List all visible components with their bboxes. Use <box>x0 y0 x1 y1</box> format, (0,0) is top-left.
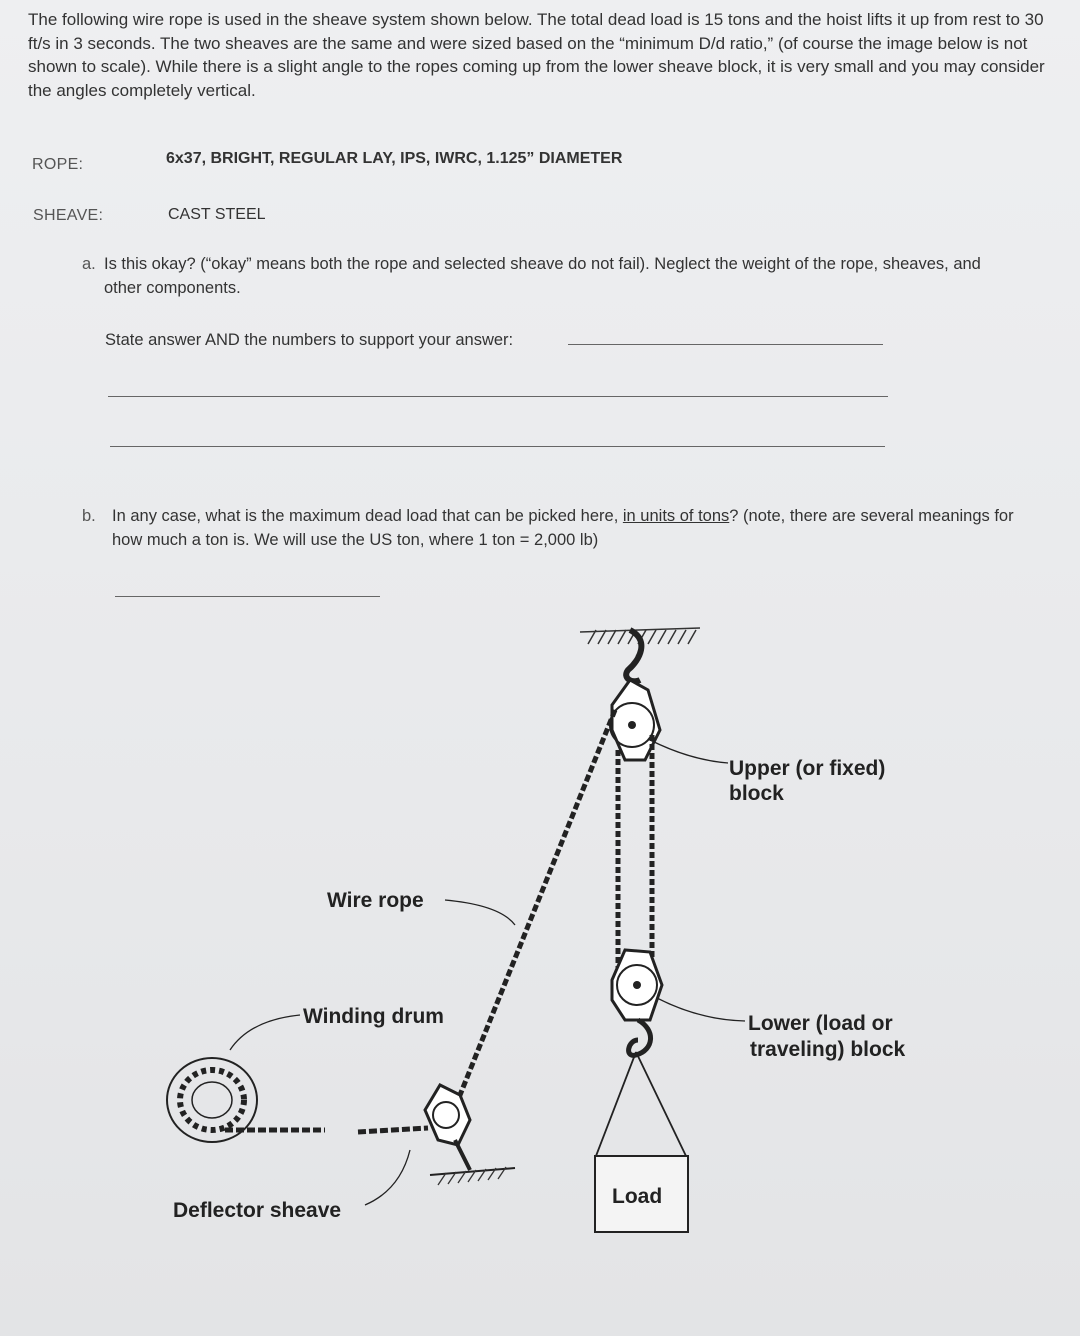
question-b-underlined: in units of tons <box>622 507 730 525</box>
leader-lines <box>230 740 745 1205</box>
sheave-spec: CAST STEEL <box>168 206 266 223</box>
sheave-system-diagram <box>0 600 1080 1336</box>
answer-line-b[interactable] <box>115 596 380 597</box>
answer-line-2[interactable] <box>108 396 888 397</box>
lower-block <box>612 950 662 1020</box>
upper-hook <box>626 630 641 681</box>
rope-spec: 6x37, BRIGHT, REGULAR LAY, IPS, IWRC, 1.125” DIAMETER <box>166 150 623 167</box>
question-b-text <box>112 504 1022 552</box>
lower-hook <box>629 1020 651 1055</box>
question-a-letter: a. <box>82 255 96 273</box>
horizontal-wire-rope <box>225 1128 428 1132</box>
upper-block-label-line2: block <box>729 782 784 805</box>
question-b <box>82 504 1022 552</box>
problem-intro: The following wire rope is used in the sheave system shown below. The total dead load is 15 tons and the hoist lifts it up from rest to 30 ft/s in 3 seconds. The two sheaves are the same and were sized based on the “minimum D/d ratio,” (of course the image below is not shown to scale). While there is a slight angle to the ropes coming up from the lower sheave block, it is very small and you may consider the angles completely vertical. <box>28 10 1045 100</box>
rope-label: ROPE: <box>32 156 84 173</box>
question-b-letter: b. <box>82 507 96 525</box>
hoist-rope-strands <box>618 735 652 985</box>
sheave-label: SHEAVE: <box>33 207 104 224</box>
question-b-text-end: ? (note, there are several meanings for how much a ton is. We will use the US ton, where 1 ton = 2,000 lb) <box>112 507 1014 549</box>
load-slings <box>596 1052 686 1156</box>
question-b-text-start: In any case, what is the maximum dead load that can be picked here, <box>112 507 623 525</box>
inclined-wire-rope <box>458 710 615 1100</box>
lower-block-label-line1: Lower (load or <box>748 1012 893 1035</box>
answer-prompt: State answer AND the numbers to support your answer: <box>105 331 514 349</box>
lower-block-label-line2: traveling) block <box>750 1038 906 1061</box>
wire-rope-label: Wire rope <box>327 889 424 912</box>
question-a <box>82 252 1012 300</box>
answer-line-3[interactable] <box>110 446 885 447</box>
answer-line-1[interactable] <box>568 344 883 345</box>
winding-drum <box>167 1058 257 1142</box>
winding-drum-label: Winding drum <box>303 1005 444 1028</box>
deflector-sheave-label: Deflector sheave <box>173 1199 342 1222</box>
load-label: Load <box>612 1185 663 1208</box>
upper-block-label-line1: Upper (or fixed) <box>729 757 886 780</box>
question-a-text: Is this okay? (“okay” means both the rope and selected sheave do not fail). Neglect the weight of the rope, sheaves, and other components. <box>104 255 981 297</box>
deflector-sheave <box>425 1085 515 1185</box>
